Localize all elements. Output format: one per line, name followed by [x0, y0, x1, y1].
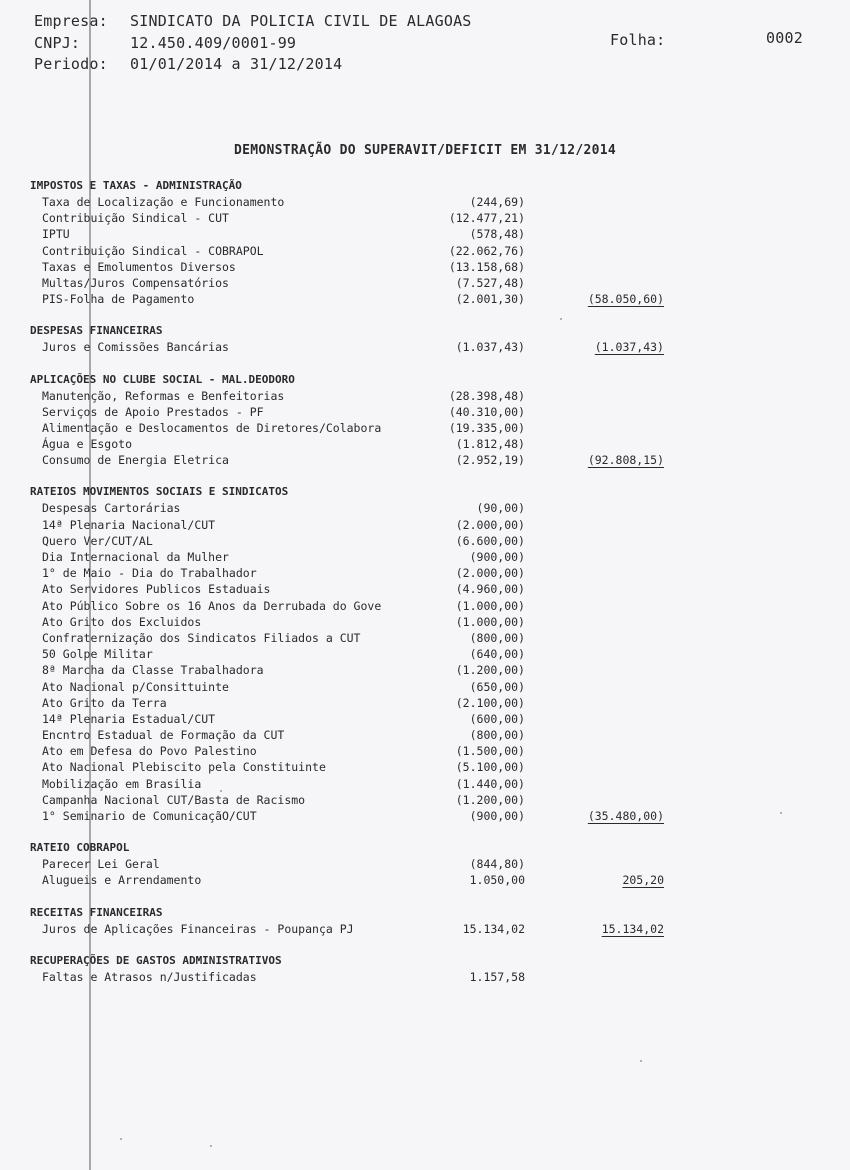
line-item-amount: (1.200,00): [455, 792, 525, 807]
line-item: [0, 210, 850, 226]
line-item-label: Taxa de Localização e Funcionamento: [42, 195, 285, 209]
line-item-amount: (13.158,68): [448, 259, 525, 274]
line-item-amount: (19.335,00): [448, 420, 525, 435]
line-item: [0, 291, 850, 307]
section: [0, 372, 850, 469]
line-item-label: Confraternização dos Sindicatos Filiados a CUT: [42, 630, 361, 645]
line-item: [0, 856, 850, 872]
line-item-amount: 1.157,58: [469, 969, 525, 984]
line-item-label: Dia Internacional da Mulher: [42, 550, 229, 564]
line-item-label: Campanha Nacional CUT/Basta de Racismo: [42, 792, 306, 807]
line-item: [0, 275, 850, 291]
line-item: [0, 727, 850, 743]
section: [0, 840, 850, 888]
scan-speck: [640, 1060, 642, 1062]
line-item: [0, 614, 850, 630]
line-item: [0, 259, 850, 275]
scan-speck: [220, 790, 222, 792]
line-item-amount: (578,48): [469, 227, 525, 242]
line-item-label: 50 Golpe Militar: [42, 647, 153, 662]
periodo-label: Periodo:: [34, 55, 108, 73]
line-item-label: IPTU: [42, 227, 70, 242]
line-item: [0, 695, 850, 711]
line-item: [0, 404, 850, 420]
line-item-amount: (650,00): [469, 679, 525, 694]
line-item-amount: (40.310,00): [448, 404, 525, 419]
line-item-amount: (12.477,21): [448, 211, 525, 226]
line-item: [0, 243, 850, 259]
line-item-amount: (5.100,00): [455, 760, 525, 775]
line-item-label: Despesas Cartorárias: [42, 501, 181, 516]
line-item: [0, 226, 850, 242]
section: [0, 953, 850, 985]
line-item: [0, 679, 850, 695]
line-item: [0, 581, 850, 597]
line-item-amount: (90,00): [476, 501, 525, 516]
folha-value: 0002: [766, 29, 803, 47]
line-item-label: Quero Ver/CUT/AL: [42, 533, 153, 548]
line-item-label: Consumo de Energia Eletrica: [42, 453, 229, 468]
line-item-amount: (7.527,48): [455, 275, 525, 290]
line-item: [0, 533, 850, 549]
folha-label: Folha:: [610, 31, 666, 49]
empresa-value: SINDICATO DA POLICIA CIVIL DE ALAGOAS: [130, 12, 472, 30]
line-item-label: Encntro Estadual de Formação da CUT: [42, 728, 285, 743]
line-item: [0, 339, 850, 355]
line-item: [0, 549, 850, 565]
line-item-label: Contribuição Sindical - COBRAPOL: [42, 243, 264, 258]
line-item-amount: (800,00): [469, 728, 525, 743]
section: [0, 323, 850, 355]
section-total: 205,20: [622, 873, 664, 888]
line-item: [0, 711, 850, 727]
line-item-amount: (1.037,43): [455, 340, 525, 355]
line-item-label: Água e Esgoto: [42, 437, 133, 452]
line-item: [0, 792, 850, 808]
line-item-amount: (4.960,00): [455, 582, 525, 597]
line-item-amount: (22.062,76): [448, 243, 525, 258]
line-item-label: Faltas e Atrasos n/Justificadas: [42, 969, 257, 984]
line-item-label: Ato Público Sobre os 16 Anos da Derrubada do Gove: [42, 598, 382, 613]
line-item-label: Alimentação e Deslocamentos de Diretores/Colabora: [42, 420, 382, 435]
report-title: DEMONSTRAÇÃO DO SUPERAVIT/DEFICIT EM 31/12/2014: [234, 143, 616, 158]
line-item-label: 14ª Plenaria Estadual/CUT: [42, 711, 216, 726]
line-item-label: Ato Grito da Terra: [42, 695, 167, 710]
line-item: [0, 921, 850, 937]
line-item-label: Juros e Comissões Bancárias: [42, 340, 229, 355]
line-item: [0, 872, 850, 888]
line-item-amount: (1.000,00): [455, 598, 525, 613]
cnpj-value: 12.450.409/0001-99: [130, 34, 297, 52]
line-item-amount: (28.398,48): [448, 388, 525, 403]
section-title: RECEITAS FINANCEIRAS: [30, 905, 163, 919]
line-item: [0, 452, 850, 468]
line-item-amount: (244,69): [469, 195, 525, 209]
line-item-label: Serviços de Apoio Prestados - PF: [42, 404, 264, 419]
line-item-amount: (1.000,00): [455, 614, 525, 629]
line-item-amount: (844,80): [469, 857, 525, 872]
line-item-amount: (6.600,00): [455, 533, 525, 548]
periodo-value: 01/01/2014 a 31/12/2014: [130, 55, 343, 73]
line-item-amount: (1.812,48): [455, 437, 525, 452]
line-item-label: Alugueis e Arrendamento: [42, 873, 202, 888]
line-item-label: Juros de Aplicações Financeiras - Poupança PJ: [42, 921, 354, 936]
line-item-amount: (2.001,30): [455, 292, 525, 307]
section: [0, 178, 850, 307]
line-item-label: Mobilização em Brasilia: [42, 776, 202, 791]
section-total: (58.050,60): [587, 292, 664, 307]
line-item: [0, 662, 850, 678]
line-item-amount: (600,00): [469, 711, 525, 726]
section-title: IMPOSTOS E TAXAS - ADMINISTRAÇÃO: [30, 179, 242, 192]
line-item-amount: (1.200,00): [455, 663, 525, 678]
line-item-label: Contribuição Sindical - CUT: [42, 211, 229, 226]
line-item: [0, 776, 850, 792]
line-item-label: Parecer Lei Geral: [42, 857, 160, 872]
empresa-label: Empresa:: [34, 12, 108, 30]
line-item-amount: (1.440,00): [455, 776, 525, 791]
line-item-amount: (1.500,00): [455, 744, 525, 759]
line-item: [0, 517, 850, 533]
line-item: [0, 388, 850, 404]
scan-speck: [120, 1138, 122, 1140]
section: [0, 905, 850, 937]
line-item-label: Taxas e Emolumentos Diversos: [42, 259, 236, 274]
line-item: [0, 565, 850, 581]
section-total: 15.134,02: [601, 921, 664, 936]
line-item-amount: 15.134,02: [462, 921, 525, 936]
section-title: RECUPERAÇÕES DE GASTOS ADMINISTRATIVOS: [30, 953, 282, 967]
scan-speck: [560, 318, 562, 320]
line-item-amount: (2.100,00): [455, 695, 525, 710]
line-item-label: Ato Nacional p/Consittuinte: [42, 679, 229, 694]
section-title: RATEIO COBRAPOL: [30, 841, 130, 855]
line-item: [0, 436, 850, 452]
line-item-label: 14ª Plenaria Nacional/CUT: [42, 517, 216, 532]
scan-speck: [780, 812, 782, 814]
line-item: [0, 500, 850, 516]
line-item: [0, 194, 850, 210]
line-item-amount: (900,00): [469, 809, 525, 823]
line-item-amount: (800,00): [469, 630, 525, 645]
section-title: DESPESAS FINANCEIRAS: [30, 324, 163, 338]
line-item: [0, 598, 850, 614]
line-item-amount: (900,00): [469, 550, 525, 564]
line-item-amount: 1.050,00: [469, 873, 525, 888]
section: [0, 484, 850, 824]
line-item-label: Ato Nacional Plebiscito pela Constituinte: [42, 760, 326, 775]
line-item-label: Multas/Juros Compensatórios: [42, 275, 229, 290]
line-item-label: Manutenção, Reformas e Benfeitorias: [42, 388, 285, 403]
line-item: [0, 759, 850, 775]
line-item-amount: (2.000,00): [455, 566, 525, 581]
line-item-label: Ato Servidores Publicos Estaduais: [42, 582, 271, 597]
line-item: [0, 808, 850, 824]
cnpj-label: CNPJ:: [34, 34, 81, 52]
line-item: [0, 420, 850, 436]
line-item-amount: (2.952,19): [455, 453, 525, 468]
line-item-label: 8ª Marcha da Classe Trabalhadora: [42, 663, 264, 678]
line-item: [0, 646, 850, 662]
line-item-label: PIS-Folha de Pagamento: [42, 292, 195, 307]
section-title: APLICAÇÕES NO CLUBE SOCIAL - MAL.DEODORO: [30, 372, 295, 386]
line-item-amount: (2.000,00): [455, 517, 525, 532]
section-total: (35.480,00): [587, 809, 664, 823]
line-item-label: 1° Seminario de ComunicaçãO/CUT: [42, 809, 257, 823]
line-item: [0, 743, 850, 759]
line-item: [0, 630, 850, 646]
section-title: RATEIOS MOVIMENTOS SOCIAIS E SINDICATOS: [30, 485, 289, 499]
line-item-label: Ato Grito dos Excluidos: [42, 614, 202, 629]
scan-speck: [210, 1145, 212, 1147]
statement-body: [0, 178, 850, 985]
section-total: (92.808,15): [587, 453, 664, 468]
line-item-label: Ato em Defesa do Povo Palestino: [42, 744, 257, 759]
section-total: (1.037,43): [594, 340, 664, 355]
line-item: [0, 969, 850, 985]
line-item-label: 1° de Maio - Dia do Trabalhador: [42, 566, 257, 581]
line-item-amount: (640,00): [469, 647, 525, 662]
